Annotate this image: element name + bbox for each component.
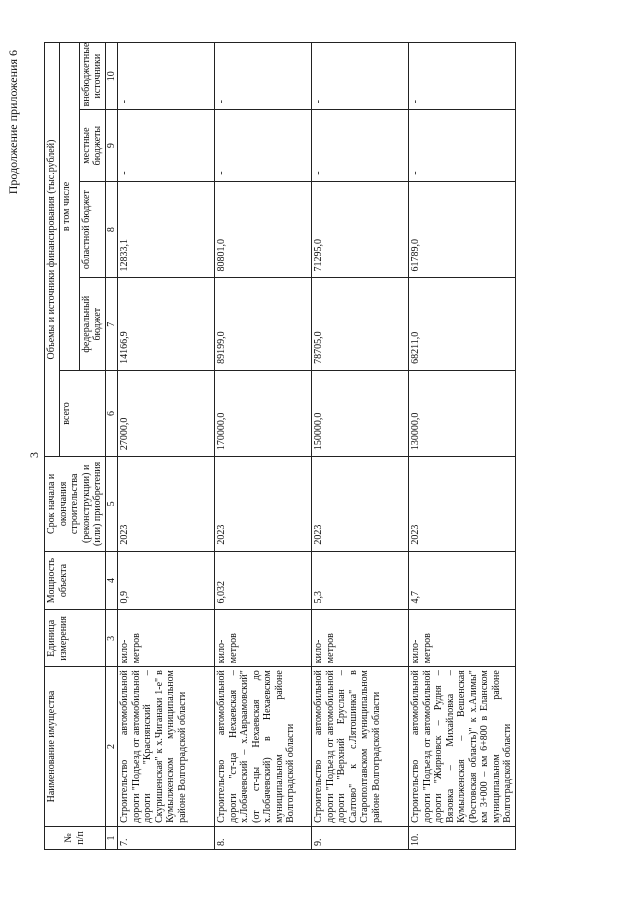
row-name: Строительство автомобильной дороги "Подъезд от автомобильной дороги "Краснянский – Скуришенская" к х.Чиганаки 1-е" в Кумылженском муниципальном районе Волгоградской области — [118, 667, 215, 827]
header-total: всего — [59, 370, 105, 456]
col-num-6: 6 — [105, 370, 118, 456]
row-unit: кило-метров — [215, 610, 312, 667]
row-regional: 71295,0 — [312, 181, 409, 278]
header-no: № п/п — [45, 826, 106, 849]
header-local: местные бюджеты — [79, 110, 105, 181]
header-row-1 — [45, 43, 60, 850]
row-no: 10. — [409, 826, 516, 849]
col-num-5: 5 — [105, 457, 118, 552]
row-term: 2023 — [312, 457, 409, 552]
row-local: - — [118, 110, 215, 181]
row-name: Строительство автомобильной дороги "Подъезд от автомобильной дороги "Жирновск – Рудня – Вязовка – Михайловка – Кумылженская – Вешенская (Ростовская область)" к х.Алимы" км 3+000 – км 6+800 в Еланском муниципальном районе Волгоградской области — [409, 667, 516, 827]
row-local: - — [312, 110, 409, 181]
row-term: 2023 — [215, 457, 312, 552]
row-name: Строительство автомобильной дороги "ст-ца Нехаевская – х.Лобачевский – х.Авраамовский" (от ст-цы Нехаевская до х.Лобачевский) в Нехаевском муниципальном районе Волгоградской области — [215, 667, 312, 827]
column-numbers-row — [105, 43, 118, 850]
header-incl: в том числе — [59, 43, 79, 371]
header-unit: Единица измерения — [45, 610, 106, 667]
table-row — [215, 43, 312, 850]
row-total: 170000,0 — [215, 370, 312, 456]
row-unit: кило-метров — [312, 610, 409, 667]
header-term: Срок начала и окончания строительства (реконструкции) и (или) приобретения — [45, 457, 106, 552]
row-total: 27000,0 — [118, 370, 215, 456]
table-row — [118, 43, 215, 850]
header-regional: областной бюджет — [79, 181, 105, 278]
row-no: 9. — [312, 826, 409, 849]
table-row — [312, 43, 409, 850]
col-num-2: 2 — [105, 667, 118, 827]
col-num-7: 7 — [105, 278, 118, 370]
row-total: 130000,0 — [409, 370, 516, 456]
row-extra: - — [409, 43, 516, 110]
row-federal: 68211,0 — [409, 278, 516, 370]
row-total: 150000,0 — [312, 370, 409, 456]
row-federal: 89199,0 — [215, 278, 312, 370]
row-term: 2023 — [409, 457, 516, 552]
row-regional: 80801,0 — [215, 181, 312, 278]
row-capacity: 6,032 — [215, 551, 312, 610]
row-capacity: 5,3 — [312, 551, 409, 610]
row-no: 7. — [118, 826, 215, 849]
col-num-8: 8 — [105, 181, 118, 278]
row-no: 8. — [215, 826, 312, 849]
header-capacity: Мощность объекта — [45, 551, 106, 610]
col-num-4: 4 — [105, 551, 118, 610]
row-federal: 14166,9 — [118, 278, 215, 370]
row-regional: 61789,0 — [409, 181, 516, 278]
row-term: 2023 — [118, 457, 215, 552]
header-name: Наименование имущества — [45, 667, 106, 827]
col-num-10: 10 — [105, 43, 118, 110]
row-extra: - — [118, 43, 215, 110]
row-name: Строительство автомобильной дороги "Подъезд от автомобильной дороги "Верхний Еруслан – Салтово" к с.Лятошинка" в Старополтавском муниципальном районе Волгоградской области — [312, 667, 409, 827]
row-local: - — [409, 110, 516, 181]
row-capacity: 0,9 — [118, 551, 215, 610]
page-number: 3 — [27, 452, 41, 458]
col-num-1: 1 — [105, 826, 118, 849]
col-num-9: 9 — [105, 110, 118, 181]
row-capacity: 4,7 — [409, 551, 516, 610]
col-num-3: 3 — [105, 610, 118, 667]
row-extra: - — [312, 43, 409, 110]
header-extra: внебюджетные источники — [79, 43, 105, 110]
row-unit: кило-метров — [118, 610, 215, 667]
header-volumes: Объемы и источники финансирования (тыс.рублей) — [45, 43, 60, 457]
header-federal: федеральный бюджет — [79, 278, 105, 370]
row-local: - — [215, 110, 312, 181]
row-federal: 78705,0 — [312, 278, 409, 370]
table-row — [409, 43, 516, 850]
row-extra: - — [215, 43, 312, 110]
continuation-title: Продолжение приложения 6 — [6, 50, 20, 195]
financing-table — [44, 42, 516, 850]
row-regional: 12833,1 — [118, 181, 215, 278]
row-unit: кило-метров — [409, 610, 516, 667]
